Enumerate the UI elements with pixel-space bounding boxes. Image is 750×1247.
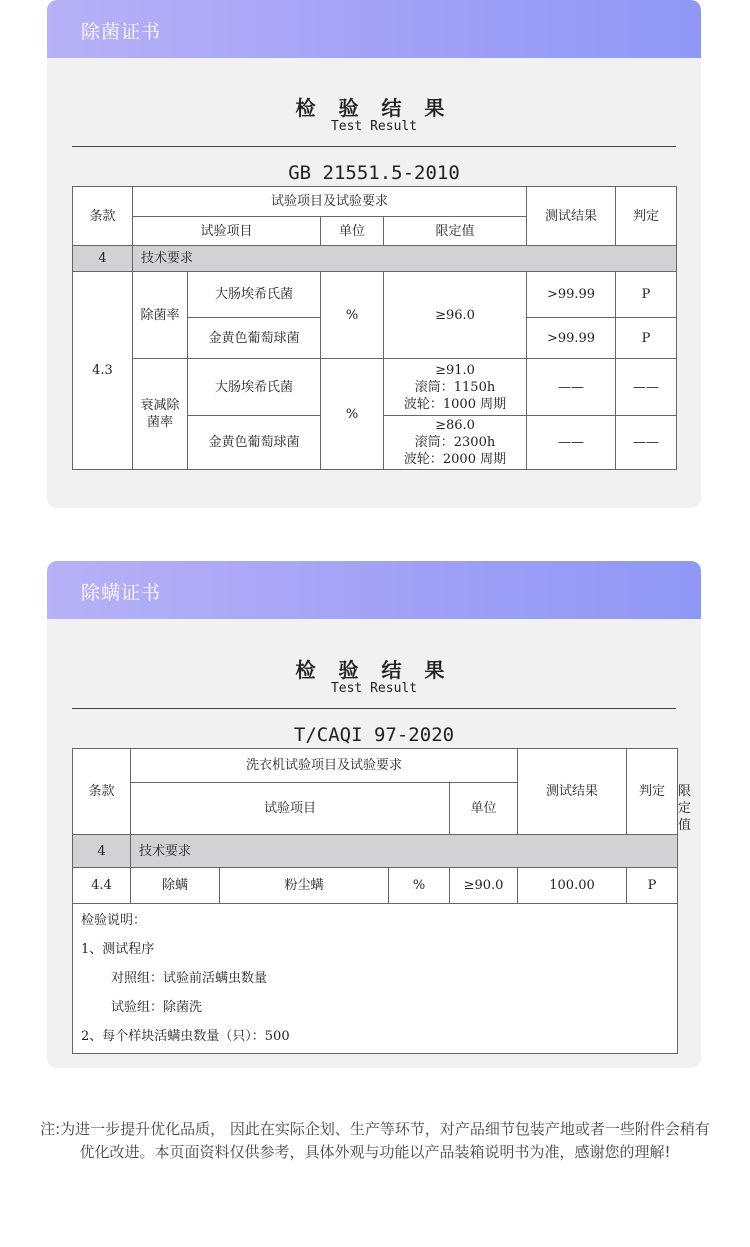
judgement-value: P bbox=[627, 868, 678, 904]
limit-line: 波轮：1000 周期 bbox=[403, 396, 507, 412]
limit-line: 滚筒：2300h bbox=[414, 435, 496, 450]
header-judgement: 判定 bbox=[627, 749, 678, 835]
result-table bbox=[72, 186, 677, 470]
card-header bbox=[47, 561, 701, 619]
limit-value: ≥90.0 bbox=[450, 868, 518, 904]
judgement-value: P bbox=[616, 272, 677, 318]
clause-number: 4.4 bbox=[73, 868, 131, 904]
limit-line: 滚筒：1150h bbox=[414, 379, 496, 395]
card-header-title: 除菌证书 bbox=[81, 21, 162, 43]
doc-title: 检 验 结 果 bbox=[295, 96, 453, 120]
notes-line: 对照组：试验前活螨虫数量 bbox=[111, 971, 268, 986]
limit-value: ≥96.0 bbox=[384, 272, 527, 359]
result-value: >99.99 bbox=[527, 318, 616, 359]
bacteria-ecoli: 大肠埃希氏菌 bbox=[188, 272, 321, 318]
card-header-title: 除螨证书 bbox=[81, 582, 162, 604]
limit-line: ≥91.0 bbox=[435, 362, 475, 378]
limit-value bbox=[384, 416, 527, 470]
header-items-requirements: 洗衣机试验项目及试验要求 bbox=[131, 749, 518, 783]
divider bbox=[72, 708, 676, 709]
unit-percent: % bbox=[389, 868, 450, 904]
group-attenuated-rate bbox=[133, 359, 188, 470]
item-name: 粉尘螨 bbox=[220, 868, 389, 904]
section-number: 4 bbox=[73, 246, 133, 272]
group-label-line: 菌率 bbox=[146, 415, 173, 430]
header-unit: 单位 bbox=[450, 783, 518, 835]
judgement-value: P bbox=[616, 318, 677, 359]
divider bbox=[72, 146, 676, 147]
notes-line: 试验组：除菌洗 bbox=[111, 1000, 203, 1015]
section-label: 技术要求 bbox=[133, 246, 677, 272]
sterilization-certificate-card bbox=[47, 0, 701, 508]
section-number: 4 bbox=[73, 835, 131, 868]
group-removal-rate: 除菌率 bbox=[133, 272, 188, 359]
item-group: 除螨 bbox=[131, 868, 220, 904]
limit-line: 波轮：2000 周期 bbox=[403, 452, 507, 467]
doc-subtitle: Test Result bbox=[330, 681, 418, 696]
header-item: 试验项目 bbox=[131, 783, 450, 835]
result-value: 100.00 bbox=[518, 868, 627, 904]
notes-heading: 检验说明： bbox=[81, 913, 147, 928]
mite-removal-certificate-card bbox=[47, 561, 701, 1068]
header-item: 试验项目 bbox=[133, 217, 321, 246]
header-items-requirements: 试验项目及试验要求 bbox=[133, 187, 527, 217]
result-value: —— bbox=[527, 359, 616, 416]
disclaimer-note: 注:为进一步提升优化品质， 因此在实际企划、生产等环节，对产品细节包装产地或者一些附件会稍有优化改进。本页面资料仅供参考，具体外观与功能以产品装箱说明书为准，感谢您的理解! bbox=[40, 1120, 710, 1161]
doc-subtitle: Test Result bbox=[330, 119, 418, 134]
result-value: —— bbox=[527, 416, 616, 470]
limit-value bbox=[384, 359, 527, 416]
header-result: 测试结果 bbox=[527, 187, 616, 246]
limit-line: ≥86.0 bbox=[435, 418, 475, 433]
judgement-value: —— bbox=[616, 359, 677, 416]
header-judgement: 判定 bbox=[616, 187, 677, 246]
bacteria-ecoli: 大肠埃希氏菌 bbox=[188, 359, 321, 416]
header-limit: 限定值 bbox=[384, 217, 527, 246]
group-label-line: 衰减除 bbox=[140, 398, 180, 413]
test-notes bbox=[73, 904, 678, 1054]
header-unit: 单位 bbox=[321, 217, 384, 246]
doc-title: 检 验 结 果 bbox=[295, 658, 453, 682]
card-header bbox=[47, 0, 701, 58]
notes-line: 2、每个样块活螨虫数量（只）：500 bbox=[81, 1029, 290, 1044]
section-label: 技术要求 bbox=[131, 835, 678, 868]
unit-percent: % bbox=[321, 359, 384, 470]
bacteria-staph: 金黄色葡萄球菌 bbox=[188, 416, 321, 470]
standard-number: T/CAQI 97-2020 bbox=[293, 724, 455, 746]
header-result: 测试结果 bbox=[518, 749, 627, 835]
judgement-value: —— bbox=[616, 416, 677, 470]
header-clause: 条款 bbox=[73, 749, 131, 835]
header-clause: 条款 bbox=[73, 187, 133, 246]
standard-number: GB 21551.5-2010 bbox=[288, 162, 460, 184]
result-value: >99.99 bbox=[527, 272, 616, 318]
result-table: 条款 洗衣机试验项目及试验要求 测试结果 判定 试验项目 单位 限定值 4 技术要求 4.4 除螨 粉尘螨 % ≥90.0 100.00 P 检验说明： 1、测试程序 对照组：试验前活螨虫数量 试验组：除菌洗 2、每个样块活螨虫数量（只）：500 bbox=[72, 748, 678, 1054]
unit-percent: % bbox=[321, 272, 384, 359]
clause-number: 4.3 bbox=[73, 272, 133, 470]
notes-line: 1、测试程序 bbox=[81, 942, 155, 957]
bacteria-staph: 金黄色葡萄球菌 bbox=[188, 318, 321, 359]
